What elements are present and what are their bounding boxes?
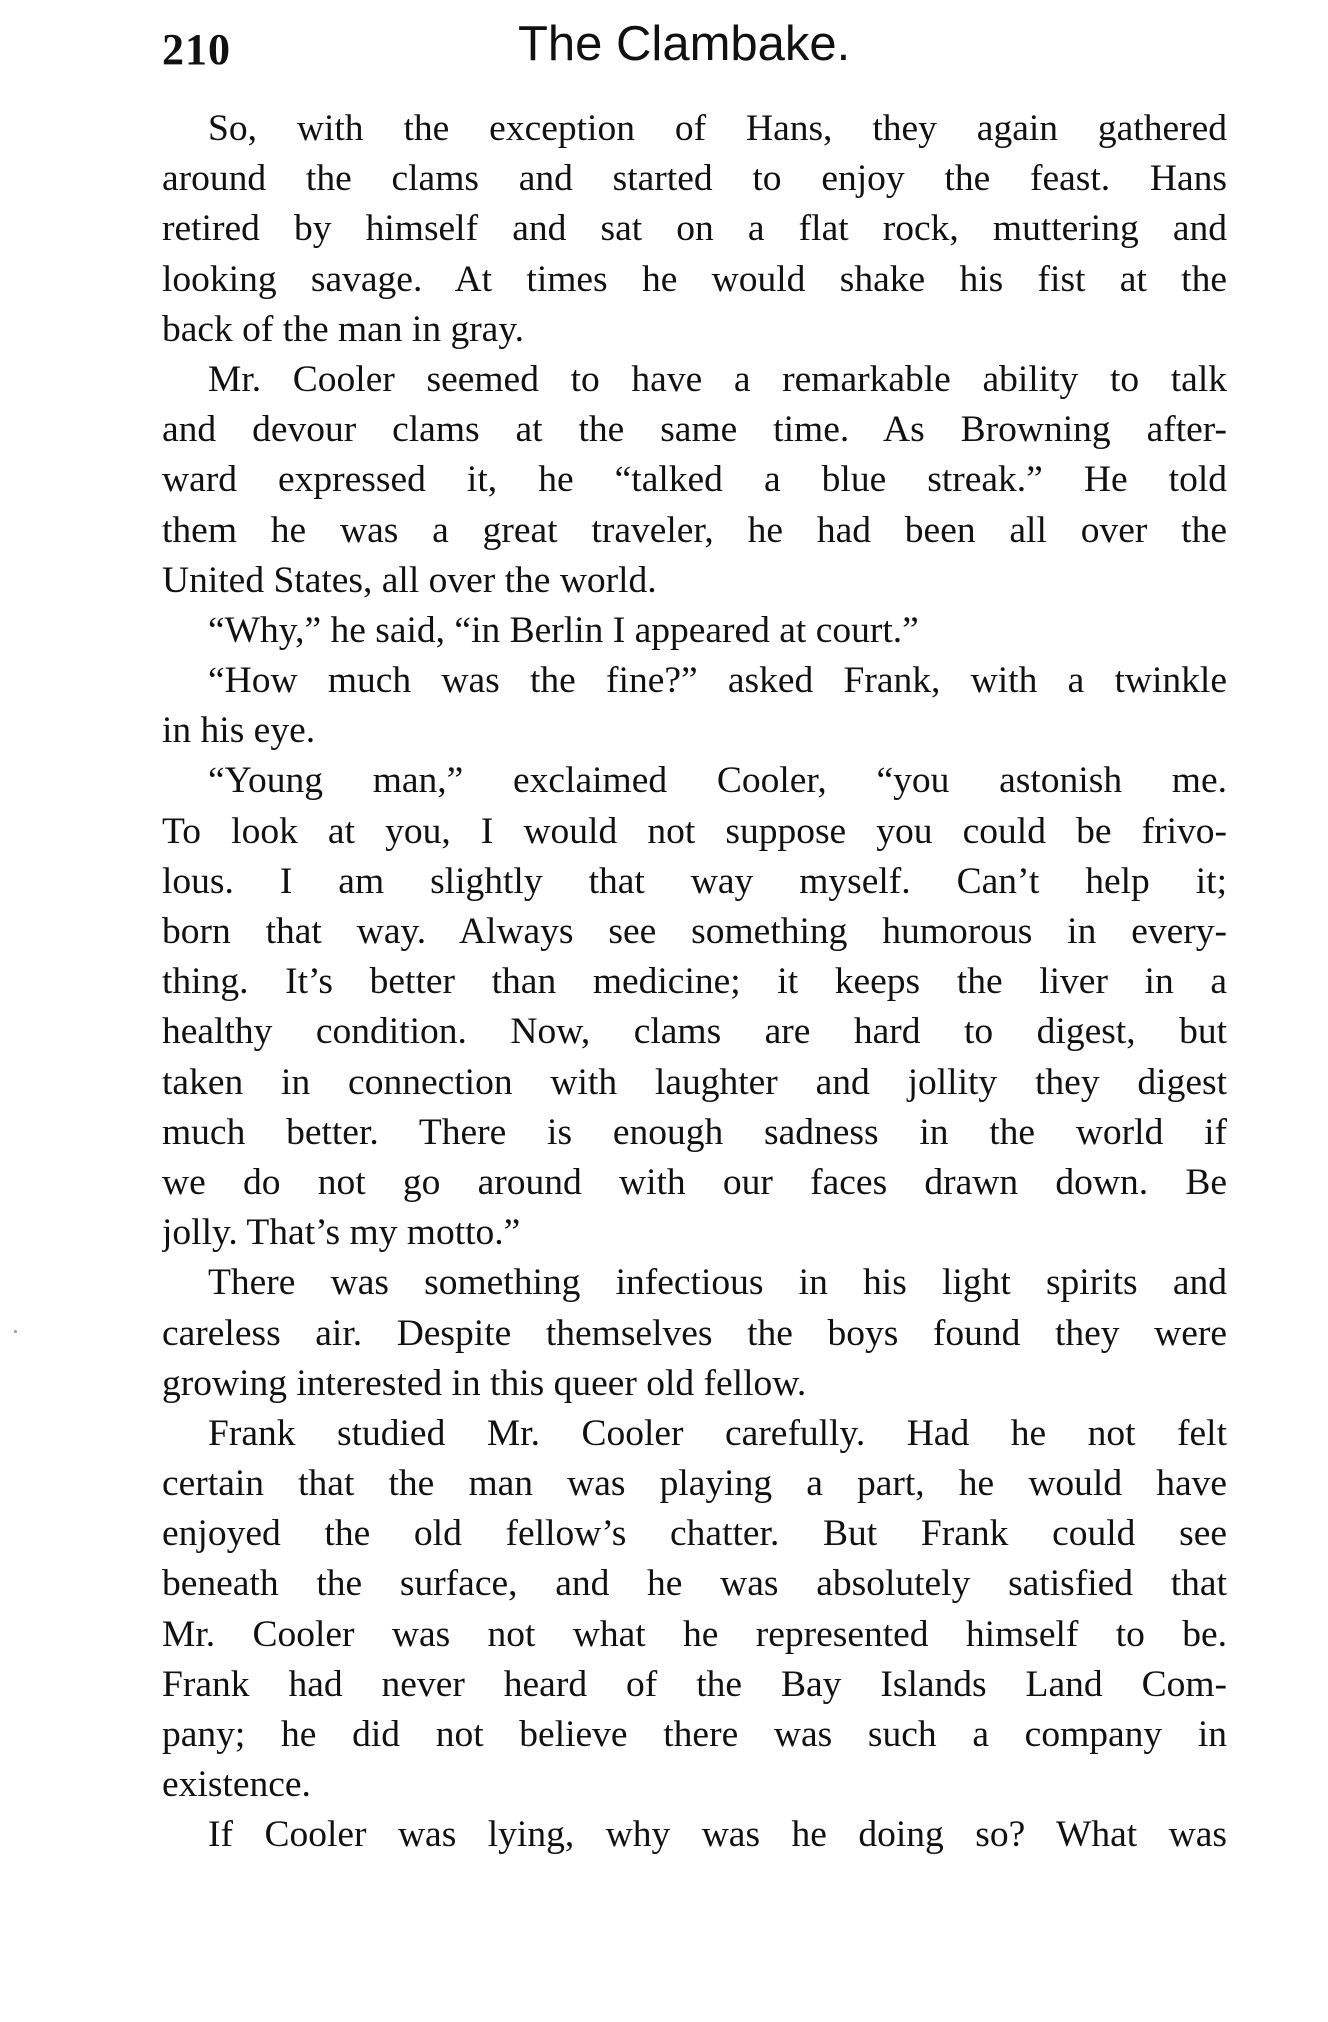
text-line: enjoyed the old fellow’s chatter. But Frank could see [162,1513,1227,1555]
scan-speck [14,1330,17,1333]
text-line: certain that the man was playing a part, he would have [162,1463,1227,1505]
text-line: To look at you, I would not suppose you could be frivo- [162,810,1227,852]
text-line: pany; he did not believe there was such a company in [162,1714,1227,1755]
text-line: looking savage. At times he would shake his fist at the [162,258,1227,300]
text-line: retired by himself and sat on a flat rock, muttering and [162,208,1227,250]
text-line: Mr. Cooler seemed to have a remarkable ability to talk [208,358,1227,400]
text-line: Mr. Cooler was not what he represented himself to be. [162,1613,1227,1655]
text-line: them he was a great traveler, he had been all over the [162,509,1227,551]
text-line: careless air. Despite themselves the boys found they were [162,1312,1227,1354]
text-line: If Cooler was lying, why was he doing so? What was [208,1814,1227,1856]
text-line: lous. I am slightly that way myself. Can’t help it; [162,860,1227,902]
text-line: existence. [162,1764,311,1806]
text-line: “How much was the fine?” asked Frank, with a twinkle [208,660,1227,702]
text-line: and devour clams at the same time. As Browning after- [162,409,1227,451]
text-line: “Young man,” exclaimed Cooler, “you astonish me. [208,760,1227,802]
text-line: much better. There is enough sadness in the world if [162,1111,1227,1153]
text-line: So, with the exception of Hans, they again gathered [208,108,1227,149]
text-line: “Why,” he said, “in Berlin I appeared at court.” [208,609,919,651]
page-number: 210 [162,25,231,74]
text-line: thing. It’s better than medicine; it keeps the liver in a [162,961,1227,1003]
text-line: in his eye. [162,710,316,752]
text-line: healthy condition. Now, clams are hard to digest, but [162,1011,1227,1053]
text-line: we do not go around with our faces drawn down. Be [162,1161,1227,1203]
text-line: Frank had never heard of the Bay Islands Land Com- [162,1663,1227,1705]
text-line: back of the man in gray. [162,308,525,350]
text-line: beneath the surface, and he was absolutely satisfied that [162,1563,1227,1605]
text-line: growing interested in this queer old fellow. [162,1362,807,1404]
text-line: ward expressed it, he “talked a blue streak.” He told [162,459,1227,501]
text-line: There was something infectious in his light spirits and [208,1262,1227,1304]
text-line: around the clams and started to enjoy the feast. Hans [162,158,1227,200]
body-text [162,104,1227,1861]
text-line: United States, all over the world. [162,559,657,601]
page-header [162,12,1227,82]
text-line: born that way. Always see something humorous in every- [162,911,1227,952]
running-head: The Clambake. [518,17,851,71]
text-line: Frank studied Mr. Cooler carefully. Had he not felt [208,1412,1227,1454]
text-line: jolly. That’s my motto.” [162,1212,521,1254]
text-line: taken in connection with laughter and jollity they digest [162,1061,1227,1103]
